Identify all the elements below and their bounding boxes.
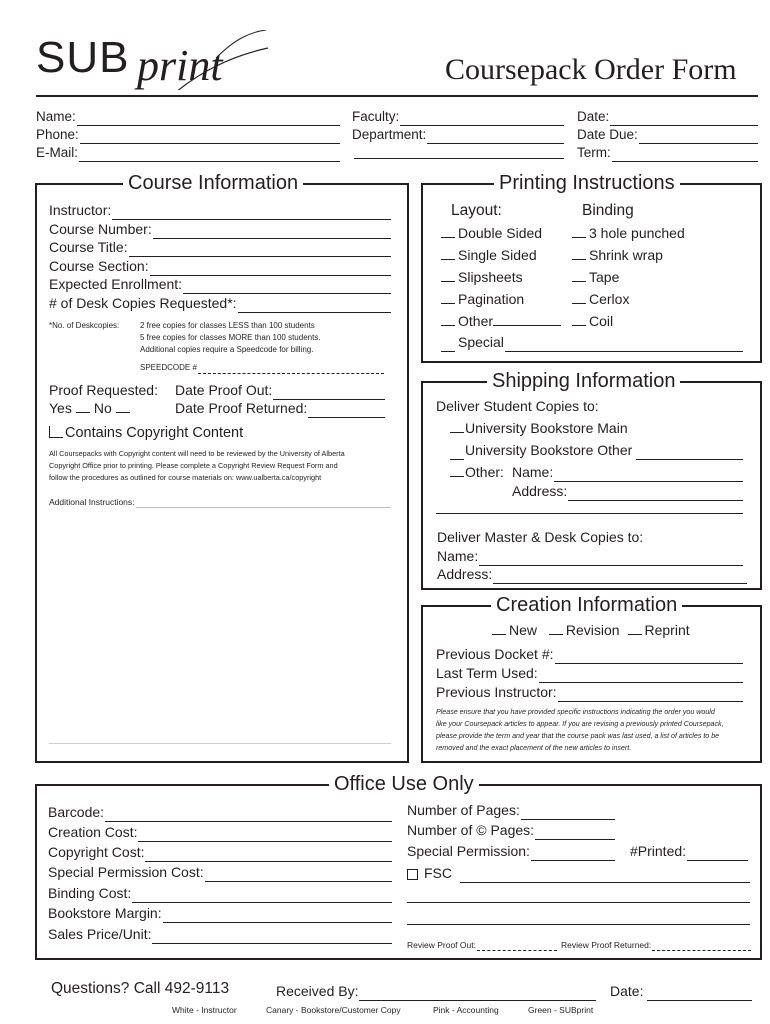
date-proof-returned-field[interactable]: Date Proof Returned: <box>175 399 385 418</box>
binding-shrink-wrap[interactable]: Shrink wrap <box>572 246 663 265</box>
creation-note-4: removed and the exact placement of the new articles to insert. <box>436 744 632 752</box>
course-section-field[interactable]: Course Section: <box>49 257 391 276</box>
binding-heading: Binding <box>582 202 634 219</box>
logo <box>36 30 276 90</box>
last-term-field[interactable]: Last Term Used: <box>436 664 743 683</box>
creation-revision-blank[interactable] <box>549 624 563 635</box>
logo-print: print <box>137 41 223 90</box>
course-number-field[interactable]: Course Number: <box>49 220 391 239</box>
proof-yes-label: Yes <box>49 400 72 416</box>
copy-white: White - Instructor <box>172 1005 237 1015</box>
review-proof-out-field[interactable]: Review Proof Out: <box>407 939 557 951</box>
copyright-row[interactable] <box>49 424 243 443</box>
speedcode-field[interactable]: SPEEDCODE # <box>140 362 384 374</box>
ship-other-address-field[interactable]: Address: <box>512 482 743 501</box>
form-title: Coursepack Order Form <box>445 53 737 86</box>
binding-3-hole[interactable]: 3 hole punched <box>572 224 685 243</box>
expected-enrollment-field[interactable]: Expected Enrollment: <box>49 275 391 294</box>
barcode-field[interactable]: Barcode: <box>48 803 392 822</box>
number-of-copyright-pages-field[interactable]: Number of © Pages: <box>407 821 615 840</box>
layout-special[interactable]: Special <box>441 333 743 352</box>
layout-heading: Layout: <box>451 202 502 219</box>
layout-slipsheets[interactable]: Slipsheets <box>441 268 523 287</box>
additional-instructions-end-line[interactable] <box>49 743 391 744</box>
copyright-text-3: follow the procedures as outlined for course materials on: www.ualberta.ca/copyright <box>49 473 322 482</box>
additional-instructions-field[interactable]: Additional Instructions: <box>49 496 391 508</box>
office-blank-line-2[interactable] <box>407 924 750 925</box>
ship-other[interactable]: Other: <box>450 463 504 482</box>
email-field[interactable]: E-Mail: <box>36 144 340 162</box>
course-title-field[interactable]: Course Title: <box>49 238 391 257</box>
creation-note-1: Please ensure that you have provided specific instructions indicating the order you would <box>436 708 715 716</box>
logo-sub: SUB <box>36 33 130 82</box>
master-name-field[interactable]: Name: <box>437 547 743 566</box>
creation-cost-field[interactable]: Creation Cost: <box>48 823 392 842</box>
proof-yes-no[interactable] <box>49 399 134 418</box>
creation-note-2: like your Coursepack articles to appear. If you are revising a previously printed Coursepack, <box>436 720 724 728</box>
creation-reprint-blank[interactable] <box>628 624 642 635</box>
printed-field[interactable]: #Printed: <box>630 842 748 861</box>
special-permission-cost-field[interactable]: Special Permission Cost: <box>48 863 392 882</box>
department-extra-line[interactable] <box>354 158 564 159</box>
master-address-field[interactable]: Address: <box>437 565 747 584</box>
proof-no-label: No <box>93 400 112 416</box>
binding-cost-field[interactable]: Binding Cost: <box>48 884 392 903</box>
desk-copies-field[interactable]: # of Desk Copies Requested*: <box>49 294 391 313</box>
desk-note-label: *No. of Deskcopies: <box>49 321 120 330</box>
creation-information-title: Creation Information <box>491 595 682 615</box>
ship-bookstore-other[interactable]: University Bookstore Other <box>450 441 743 460</box>
layout-single-sided[interactable]: Single Sided <box>441 246 537 265</box>
bookstore-margin-field[interactable]: Bookstore Margin: <box>48 904 392 923</box>
printing-instructions-title: Printing Instructions <box>494 173 680 193</box>
course-information-title: Course Information <box>123 173 303 193</box>
review-proof-returned-field[interactable]: Review Proof Returned: <box>561 939 751 951</box>
layout-pagination[interactable]: Pagination <box>441 290 524 309</box>
deliver-master-label: Deliver Master & Desk Copies to: <box>437 529 644 545</box>
proof-yes-blank[interactable] <box>76 402 90 413</box>
sales-price-field[interactable]: Sales Price/Unit: <box>48 925 392 944</box>
phone-field[interactable]: Phone: <box>36 126 340 144</box>
previous-docket-field[interactable]: Previous Docket #: <box>436 645 743 664</box>
proof-requested-label: Proof Requested: <box>49 382 158 398</box>
footer-date-field[interactable]: Date: <box>610 982 752 1001</box>
fsc-field[interactable]: FSC <box>407 864 750 883</box>
binding-coil[interactable]: Coil <box>572 312 613 331</box>
proof-no-blank[interactable] <box>116 402 130 413</box>
copyright-text-1: All Coursepacks with Copyright content will need to be reviewed by the University of Alberta <box>49 449 345 458</box>
layout-double-sided[interactable]: Double Sided <box>441 224 542 243</box>
creation-new-blank[interactable] <box>492 624 506 635</box>
date-field[interactable]: Date: <box>577 108 758 126</box>
shipping-information-title: Shipping Information <box>487 371 680 391</box>
questions-call: Questions? Call 492-9113 <box>51 980 230 997</box>
name-field[interactable]: Name: <box>36 108 340 126</box>
fsc-checkbox-icon[interactable] <box>407 869 418 880</box>
header-rule <box>36 95 758 97</box>
date-proof-out-field[interactable]: Date Proof Out: <box>175 381 385 400</box>
copyright-text-2: Copyright Office prior to printing. Please complete a Copyright Review Request Form and <box>49 461 338 470</box>
copy-pink: Pink - Accounting <box>433 1005 499 1015</box>
department-field[interactable]: Department: <box>352 126 564 144</box>
number-of-pages-field[interactable]: Number of Pages: <box>407 801 615 820</box>
creation-type-row[interactable] <box>492 621 690 640</box>
creation-revision-label: Revision <box>565 622 620 638</box>
office-use-title: Office Use Only <box>329 774 479 794</box>
ship-other-name-field[interactable]: Name: <box>512 463 743 482</box>
desk-note-2: 5 free copies for classes MORE than 100 students. <box>140 333 321 342</box>
term-field[interactable]: Term: <box>577 144 758 162</box>
creation-reprint-label: Reprint <box>644 622 690 638</box>
desk-note-1: 2 free copies for classes LESS than 100 students <box>140 321 315 330</box>
copyright-cost-field[interactable]: Copyright Cost: <box>48 843 392 862</box>
faculty-field[interactable]: Faculty: <box>352 108 564 126</box>
special-permission-field[interactable]: Special Permission: <box>407 842 615 861</box>
copyright-label: Contains Copyright Content <box>65 425 244 441</box>
office-blank-line-1[interactable] <box>407 902 750 903</box>
creation-note-3: please provide the term and year that the course pack was last used, a list of articles to be <box>436 732 720 740</box>
binding-tape[interactable]: Tape <box>572 268 619 287</box>
ship-other-extra-line[interactable] <box>436 513 743 514</box>
binding-cerlox[interactable]: Cerlox <box>572 290 629 309</box>
layout-other[interactable]: Other <box>441 312 561 331</box>
instructor-field[interactable]: Instructor: <box>49 201 391 220</box>
previous-instructor-field[interactable]: Previous Instructor: <box>436 683 743 702</box>
desk-note-3: Additional copies require a Speedcode for billing. <box>140 345 314 354</box>
creation-new-label: New <box>509 622 538 638</box>
copy-canary: Canary - Bookstore/Customer Copy <box>266 1005 401 1015</box>
date-due-field[interactable]: Date Due: <box>577 126 758 144</box>
received-by-field[interactable]: Received By: <box>276 982 596 1001</box>
ship-bookstore-main[interactable]: University Bookstore Main <box>450 419 628 438</box>
copy-green: Green - SUBprint <box>528 1005 594 1015</box>
copyright-checkbox-icon[interactable] <box>49 426 63 438</box>
deliver-student-label: Deliver Student Copies to: <box>436 398 599 414</box>
